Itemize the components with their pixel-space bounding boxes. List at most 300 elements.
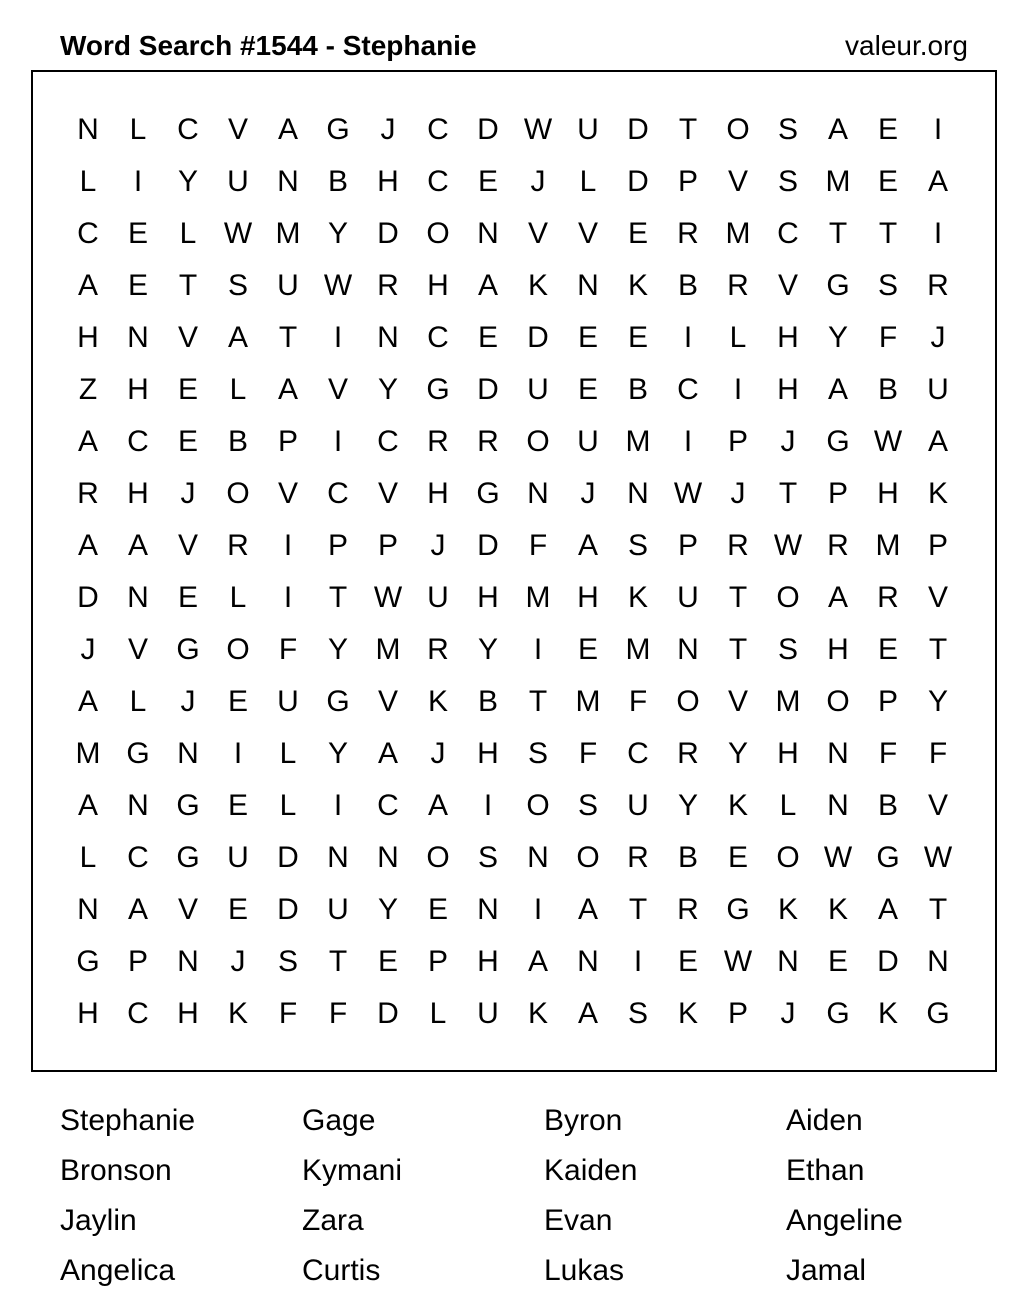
grid-letter: C	[127, 425, 149, 458]
grid-letter: R	[677, 737, 699, 770]
grid-letter: V	[227, 113, 248, 146]
grid-letter: G	[826, 425, 850, 458]
grid-letter: O	[776, 841, 800, 874]
grid-letter: K	[527, 997, 548, 1030]
grid-letter: D	[477, 529, 499, 562]
grid-letter: T	[878, 217, 898, 250]
grid-letter: M	[525, 581, 551, 614]
grid-letter: E	[577, 321, 598, 354]
grid-letter: K	[227, 997, 248, 1030]
grid-letter: L	[79, 165, 97, 198]
grid-letter: G	[126, 737, 150, 770]
grid-letter: A	[927, 165, 948, 198]
grid-letter: V	[727, 165, 748, 198]
grid-letter: H	[127, 477, 149, 510]
grid-letter: A	[77, 425, 98, 458]
grid-letter: A	[827, 373, 848, 406]
grid-letter: N	[527, 841, 549, 874]
grid-letter: I	[683, 425, 693, 458]
grid-letter: F	[328, 997, 348, 1030]
grid-letter: H	[777, 373, 799, 406]
grid-letter: I	[633, 945, 643, 978]
grid-letter: G	[326, 113, 350, 146]
grid-letter: H	[877, 477, 899, 510]
grid-letter: K	[677, 997, 698, 1030]
grid-letter: D	[77, 581, 99, 614]
grid-letter: E	[127, 217, 148, 250]
grid-letter: E	[477, 165, 498, 198]
grid-letter: N	[127, 789, 149, 822]
grid-letter: P	[277, 425, 298, 458]
grid-letter: O	[726, 113, 750, 146]
grid-letter: I	[283, 529, 293, 562]
grid-letter: J	[230, 945, 246, 978]
site-name: valeur.org	[845, 30, 968, 61]
grid-letter: E	[877, 165, 898, 198]
word-list-item: Jaylin	[60, 1204, 137, 1237]
grid-letter: N	[477, 893, 499, 926]
grid-letter: L	[179, 217, 197, 250]
grid-letter: R	[677, 893, 699, 926]
grid-letter: L	[779, 789, 797, 822]
grid-letter: U	[327, 893, 349, 926]
grid-letter: A	[277, 113, 298, 146]
grid-letter: F	[878, 321, 898, 354]
grid-letter: N	[77, 893, 99, 926]
grid-letter: R	[427, 425, 449, 458]
grid-letter: L	[579, 165, 597, 198]
grid-letter: M	[75, 737, 101, 770]
grid-letter: V	[277, 477, 298, 510]
grid-letter: I	[533, 633, 543, 666]
grid-letter: G	[176, 633, 200, 666]
grid-letter: L	[729, 321, 747, 354]
word-list-item: Curtis	[302, 1254, 381, 1287]
grid-letter: P	[427, 945, 448, 978]
grid-letter: N	[527, 477, 549, 510]
grid-letter: C	[777, 217, 799, 250]
grid-letter: B	[677, 269, 698, 302]
grid-letter: N	[177, 945, 199, 978]
grid-letter: A	[877, 893, 898, 926]
grid-letter: T	[928, 633, 948, 666]
grid-letter: N	[127, 321, 149, 354]
grid-letter: E	[627, 217, 648, 250]
grid-letter: O	[776, 581, 800, 614]
grid-letter: I	[933, 113, 943, 146]
grid-letter: I	[283, 581, 293, 614]
grid-letter: Y	[727, 737, 748, 770]
grid-letter: E	[577, 373, 598, 406]
grid-letter: K	[877, 997, 898, 1030]
grid-letter: E	[227, 685, 248, 718]
grid-letter: G	[726, 893, 750, 926]
grid-letter: M	[625, 633, 651, 666]
grid-letter: O	[826, 685, 850, 718]
grid-letter: D	[627, 113, 649, 146]
grid-letter: J	[730, 477, 746, 510]
grid-letter: E	[677, 945, 698, 978]
grid-letter: Y	[327, 737, 348, 770]
grid-letter: A	[927, 425, 948, 458]
word-list-item: Jamal	[786, 1254, 867, 1287]
grid-letter: T	[328, 945, 348, 978]
grid-letter: S	[227, 269, 248, 302]
grid-letter: J	[780, 425, 796, 458]
grid-letter: G	[826, 269, 850, 302]
grid-letter: T	[328, 581, 348, 614]
grid-letter: P	[927, 529, 948, 562]
grid-letter: D	[477, 113, 499, 146]
grid-letter: A	[127, 893, 148, 926]
grid-letter: W	[323, 269, 353, 302]
grid-letter: R	[377, 269, 399, 302]
grid-letter: D	[627, 165, 649, 198]
grid-letter: H	[77, 997, 99, 1030]
grid-letter: U	[927, 373, 949, 406]
grid-letter: O	[676, 685, 700, 718]
grid-letter: W	[373, 581, 403, 614]
word-list-item: Gage	[302, 1104, 376, 1137]
grid-letter: E	[427, 893, 448, 926]
grid-letter: H	[477, 737, 499, 770]
grid-letter: V	[777, 269, 798, 302]
grid-letter: D	[877, 945, 899, 978]
grid-letter: A	[577, 529, 598, 562]
grid-letter: T	[728, 633, 748, 666]
grid-letter: K	[727, 789, 748, 822]
grid-letter: M	[825, 165, 851, 198]
word-list-item: Aiden	[786, 1104, 863, 1137]
grid-letter: S	[627, 529, 648, 562]
grid-letter: G	[326, 685, 350, 718]
grid-letter: N	[577, 945, 599, 978]
grid-letter: G	[176, 789, 200, 822]
grid-letter: J	[180, 477, 196, 510]
grid-letter: L	[129, 113, 147, 146]
grid-letter: O	[576, 841, 600, 874]
letter-grid	[63, 104, 963, 1040]
grid-letter: B	[227, 425, 248, 458]
grid-letter: E	[227, 893, 248, 926]
grid-letter: M	[375, 633, 401, 666]
word-list-item: Zara	[302, 1204, 364, 1237]
grid-letter: U	[427, 581, 449, 614]
grid-letter: T	[278, 321, 298, 354]
grid-letter: C	[177, 113, 199, 146]
grid-letter: E	[877, 633, 898, 666]
grid-letter: H	[427, 477, 449, 510]
grid-letter: A	[477, 269, 498, 302]
grid-letter: A	[77, 685, 98, 718]
grid-letter: R	[927, 269, 949, 302]
grid-letter: W	[823, 841, 853, 874]
grid-letter: F	[878, 737, 898, 770]
grid-letter: V	[927, 789, 948, 822]
grid-letter: G	[476, 477, 500, 510]
grid-letter: D	[277, 841, 299, 874]
grid-letter: I	[233, 737, 243, 770]
grid-letter: A	[827, 113, 848, 146]
word-list-item: Byron	[544, 1104, 623, 1137]
grid-letter: G	[876, 841, 900, 874]
word-list	[60, 1096, 1028, 1296]
grid-letter: S	[877, 269, 898, 302]
grid-letter: A	[127, 529, 148, 562]
grid-letter: I	[683, 321, 693, 354]
grid-letter: P	[677, 165, 698, 198]
grid-letter: L	[79, 841, 97, 874]
puzzle-title: Word Search #1544 - Stephanie	[60, 30, 477, 61]
grid-letter: P	[327, 529, 348, 562]
grid-letter: R	[677, 217, 699, 250]
grid-letter: U	[577, 425, 599, 458]
grid-letter: V	[377, 477, 398, 510]
grid-letter: D	[377, 217, 399, 250]
grid-letter: Z	[78, 373, 98, 406]
grid-letter: F	[278, 997, 298, 1030]
grid-letter: B	[477, 685, 498, 718]
grid-letter: S	[577, 789, 598, 822]
grid-letter: S	[477, 841, 498, 874]
grid-letter: M	[575, 685, 601, 718]
grid-letter: T	[928, 893, 948, 926]
grid-letter: I	[333, 425, 343, 458]
word-list-item: Ethan	[786, 1154, 865, 1187]
grid-letter: T	[178, 269, 198, 302]
grid-letter: J	[430, 529, 446, 562]
grid-letter: Y	[327, 217, 348, 250]
grid-letter: M	[875, 529, 901, 562]
grid-letter: U	[477, 997, 499, 1030]
grid-letter: N	[377, 321, 399, 354]
grid-letter: F	[528, 529, 548, 562]
grid-letter: O	[526, 425, 550, 458]
grid-letter: K	[527, 269, 548, 302]
grid-letter: P	[877, 685, 898, 718]
grid-letter: C	[427, 113, 449, 146]
grid-letter: P	[677, 529, 698, 562]
grid-letter: J	[580, 477, 596, 510]
grid-letter: T	[678, 113, 698, 146]
grid-letter: M	[625, 425, 651, 458]
grid-letter: L	[429, 997, 447, 1030]
grid-letter: M	[725, 217, 751, 250]
grid-letter: R	[877, 581, 899, 614]
grid-letter: H	[477, 945, 499, 978]
grid-letter: A	[427, 789, 448, 822]
grid-letter: C	[377, 425, 399, 458]
grid-letter: S	[277, 945, 298, 978]
grid-letter: E	[827, 945, 848, 978]
grid-letter: L	[229, 373, 247, 406]
grid-letter: N	[627, 477, 649, 510]
word-list-item: Angeline	[786, 1204, 903, 1237]
word-list-item: Evan	[544, 1204, 613, 1237]
grid-letter: J	[780, 997, 796, 1030]
grid-letter: I	[333, 321, 343, 354]
grid-letter: B	[877, 373, 898, 406]
grid-letter: N	[277, 165, 299, 198]
word-list-item: Angelica	[60, 1254, 176, 1287]
grid-letter: U	[577, 113, 599, 146]
grid-letter: F	[578, 737, 598, 770]
grid-letter: C	[427, 165, 449, 198]
grid-letter: E	[177, 425, 198, 458]
grid-letter: C	[127, 841, 149, 874]
grid-letter: D	[277, 893, 299, 926]
grid-letter: E	[577, 633, 598, 666]
grid-letter: E	[477, 321, 498, 354]
grid-letter: Y	[327, 633, 348, 666]
grid-letter: H	[77, 321, 99, 354]
grid-letter: W	[723, 945, 753, 978]
grid-letter: D	[377, 997, 399, 1030]
grid-letter: B	[677, 841, 698, 874]
word-list-item: Stephanie	[60, 1104, 196, 1137]
grid-letter: E	[227, 789, 248, 822]
grid-letter: G	[176, 841, 200, 874]
grid-letter: A	[577, 893, 598, 926]
grid-letter: H	[427, 269, 449, 302]
grid-letter: N	[577, 269, 599, 302]
grid-letter: U	[677, 581, 699, 614]
grid-letter: N	[177, 737, 199, 770]
grid-letter: E	[177, 581, 198, 614]
grid-letter: I	[733, 373, 743, 406]
grid-letter: Y	[477, 633, 498, 666]
grid-letter: S	[777, 113, 798, 146]
grid-letter: R	[427, 633, 449, 666]
grid-letter: O	[526, 789, 550, 822]
grid-letter: A	[77, 269, 98, 302]
grid-letter: H	[827, 633, 849, 666]
grid-letter: T	[778, 477, 798, 510]
grid-letter: H	[127, 373, 149, 406]
grid-letter: W	[773, 529, 803, 562]
grid-letter: E	[727, 841, 748, 874]
grid-letter: J	[180, 685, 196, 718]
grid-letter: N	[777, 945, 799, 978]
grid-letter: I	[333, 789, 343, 822]
grid-letter: B	[877, 789, 898, 822]
grid-letter: I	[533, 893, 543, 926]
grid-letter: C	[77, 217, 99, 250]
grid-letter: I	[933, 217, 943, 250]
grid-letter: R	[727, 269, 749, 302]
grid-letter: P	[727, 997, 748, 1030]
grid-letter: V	[377, 685, 398, 718]
grid-letter: W	[523, 113, 553, 146]
grid-letter: H	[577, 581, 599, 614]
grid-letter: T	[528, 685, 548, 718]
grid-letter: V	[177, 893, 198, 926]
grid-letter: Y	[927, 685, 948, 718]
grid-letter: H	[177, 997, 199, 1030]
grid-letter: O	[426, 841, 450, 874]
grid-letter: C	[627, 737, 649, 770]
grid-letter: H	[377, 165, 399, 198]
grid-letter: T	[828, 217, 848, 250]
grid-letter: D	[527, 321, 549, 354]
grid-letter: R	[827, 529, 849, 562]
grid-letter: U	[527, 373, 549, 406]
grid-letter: W	[673, 477, 703, 510]
grid-letter: N	[127, 581, 149, 614]
grid-letter: O	[226, 633, 250, 666]
grid-letter: N	[327, 841, 349, 874]
grid-letter: J	[80, 633, 96, 666]
grid-letter: J	[930, 321, 946, 354]
word-list-item: Kaiden	[544, 1154, 638, 1187]
grid-letter: U	[277, 685, 299, 718]
grid-letter: C	[327, 477, 349, 510]
grid-letter: E	[127, 269, 148, 302]
grid-letter: G	[426, 373, 450, 406]
grid-letter: R	[627, 841, 649, 874]
grid-letter: K	[627, 581, 648, 614]
grid-letter: S	[777, 633, 798, 666]
grid-letter: V	[527, 217, 548, 250]
grid-letter: K	[927, 477, 948, 510]
grid-letter: M	[775, 685, 801, 718]
grid-letter: I	[483, 789, 493, 822]
grid-letter: C	[677, 373, 699, 406]
grid-letter: W	[873, 425, 903, 458]
grid-letter: P	[127, 945, 148, 978]
grid-letter: P	[377, 529, 398, 562]
grid-letter: R	[727, 529, 749, 562]
grid-letter: N	[827, 789, 849, 822]
grid-letter: V	[177, 321, 198, 354]
grid-letter: S	[777, 165, 798, 198]
grid-letter: N	[377, 841, 399, 874]
grid-letter: V	[177, 529, 198, 562]
grid-letter: H	[777, 321, 799, 354]
grid-letter: U	[227, 841, 249, 874]
word-list-item: Lukas	[544, 1254, 625, 1287]
grid-letter: P	[727, 425, 748, 458]
grid-letter: A	[77, 529, 98, 562]
grid-letter: A	[577, 997, 598, 1030]
grid-letter: K	[627, 269, 648, 302]
grid-letter: N	[477, 217, 499, 250]
grid-letter: T	[728, 581, 748, 614]
grid-letter: I	[133, 165, 143, 198]
grid-letter: C	[427, 321, 449, 354]
grid-letter: G	[926, 997, 950, 1030]
grid-letter: E	[177, 373, 198, 406]
grid-letter: L	[229, 581, 247, 614]
grid-letter: N	[77, 113, 99, 146]
grid-letter: F	[928, 737, 948, 770]
grid-letter: W	[223, 217, 253, 250]
grid-letter: E	[377, 945, 398, 978]
grid-letter: M	[275, 217, 301, 250]
grid-letter: F	[278, 633, 298, 666]
grid-letter: S	[527, 737, 548, 770]
grid-letter: R	[227, 529, 249, 562]
word-list-item: Bronson	[60, 1154, 172, 1187]
grid-letter: F	[628, 685, 648, 718]
grid-letter: J	[430, 737, 446, 770]
grid-letter: K	[777, 893, 798, 926]
grid-letter: E	[627, 321, 648, 354]
grid-letter: V	[927, 581, 948, 614]
grid-letter: Y	[377, 373, 398, 406]
grid-letter: W	[923, 841, 953, 874]
grid-letter: Y	[677, 789, 698, 822]
